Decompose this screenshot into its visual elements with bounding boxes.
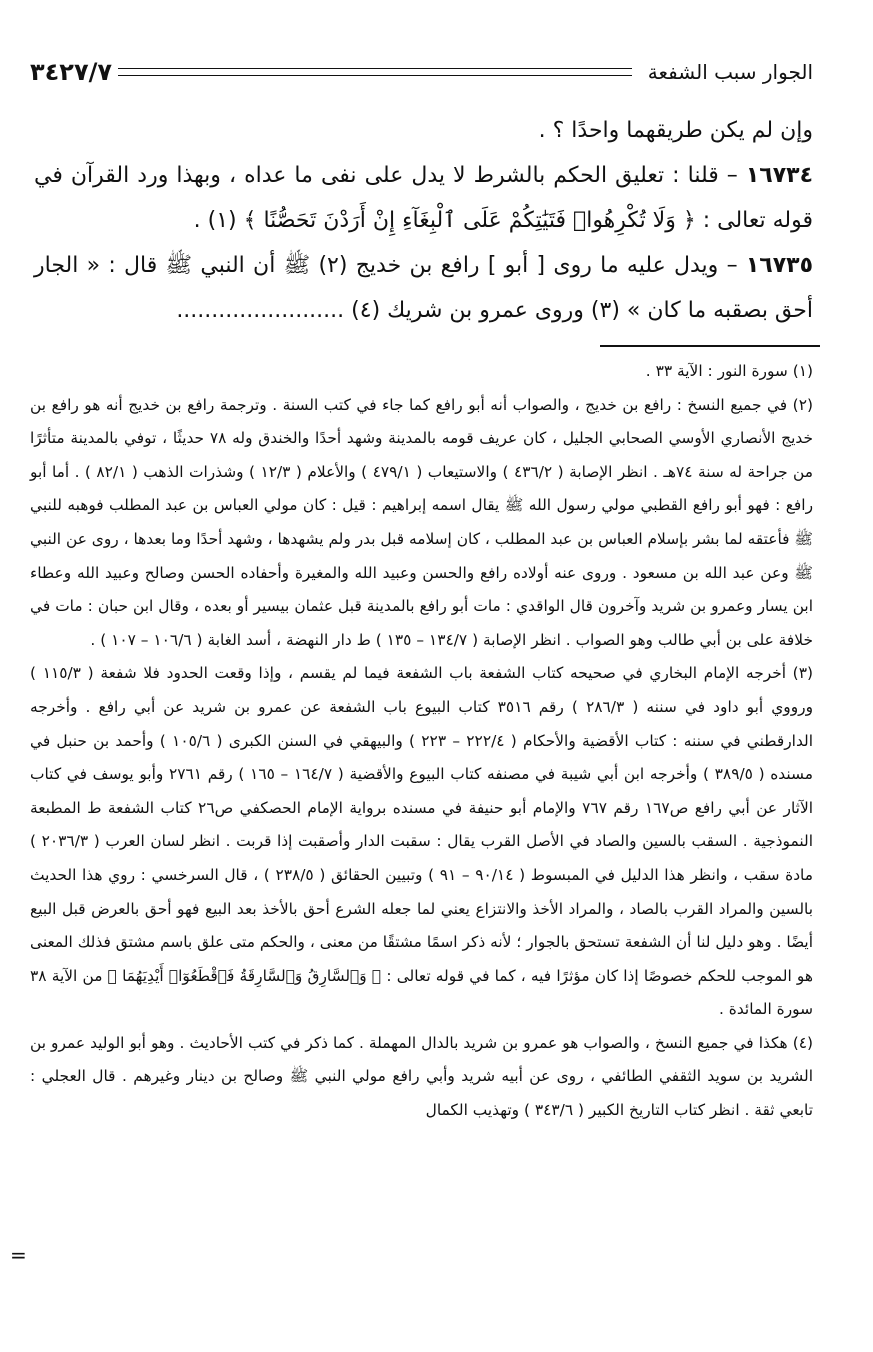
paragraph-16734	[34, 153, 813, 243]
footnote-3: (٣) أخرجه الإمام البخاري في صحيحه كتاب الشفعة باب الشفعة فيما لم يقسم ، وإذا وقعت الحدود فلا شفعة ( ١١٥/٣ ) ورووي أبو داود في سننه ( ٢٨٦/٣ ) رقم ٣٥١٦ كتاب البيوع باب الشفعة عن عمرو بن شريد عن أبي رافع . وأخرجه الدارقطني في سننه : كتاب الأقضية والأحكام ( ٢٢٢/٤ – ٢٢٣ ) والبيهقي في السنن الكبرى ( ١٠٥/٦ ) وأحمد بن حنبل في مسنده ( ٣٨٩/٥ ) وأخرجه ابن أبي شيبة في مصنفه كتاب البيوع والأقضية ( ١٦٤/٧ – ١٦٥ ) رقم ٢٧٦١ وأبو يوسف في كتاب الآثار عن أبي رافع ص١٦٧ رقم ٧٦٧ والإمام أبو حنيفة في مسنده برواية الإمام الحصكفي ص٢٦ كتاب الشفعة ط المطبعة النموذجية . السقب بالسين والصاد في الأصل القرب يقال : سقبت الدار وأصقبت إذا قربت . انظر لسان العرب ( ٢٠٣٦/٣ ) مادة سقب ، وانظر هذا الدليل في المبسوط ( ٩٠/١٤ – ٩١ ) وتبيين الحقائق ( ٢٣٨/٥ ) ، قال السرخسي : روي هذا الحديث بالسين والمراد القرب بالصاد ، والمراد الأخذ والانتزاع يعني لما جعله الشرع أحق بالأخذ بعد البيع فهو أحق بالعرض قبل البيع أيضًا . وهو دليل لنا أن الشفعة تستحق بالجوار ؛ لأنه ذكر اسمًا مشتقًا من معنى ، والحكم متى علق باسم مشتق فذلك المعنى هو الموجب للحكم خصوصًا إذا كان مؤثرًا فيه ، كما في قوله تعالى : ﴿ وَٱلسَّارِقُ وَٱلسَّارِقَةُ فَٱقْطَعُوٓا۟ أَيْدِيَهُمَا ﴾ من الآية ٣٨ سورة المائدة .	[30, 664, 813, 1019]
footnotes	[30, 355, 813, 1128]
paragraph-continuation: وإن لم يكن طريقهما واحدًا ؟ .	[538, 118, 813, 143]
running-title: الجوار سبب الشفعة	[647, 60, 813, 84]
footnote-2: (٢) في جميع النسخ : رافع بن خديج ، والصواب أنه أبو رافع كما جاء في كتب السنة . وترجمة رافع بن خديج أنه هو رافع بن خديج الأنصاري الأوسي الصحابي الجليل ، كان عريف قومه بالمدينة وشهد أحدًا والخندق وله ٧٨ حديثًا ، توفي بالمدينة متأثرًا من جراحة له سنة ٧٤هـ . انظر الإصابة ( ٤٣٦/٢ ) والاستيعاب ( ٤٧٩/١ ) والأعلام ( ١٢/٣ ) وشذرات الذهب ( ٨٢/١ ) . أما أبو رافع : فهو أبو رافع القطبي مولي رسول الله ﷺ يقال اسمه إبراهيم : قيل : كان مولي العباس بن عبد المطلب فوهبه للنبي ﷺ فأعتقه لما بشر بإسلام العباس بن عبد المطلب ، كان إسلامه قبل بدر ولم يشهدها ، وشهد أحدًا وما بعدها ، روى عن النبي ﷺ وعن عبد الله بن مسعود . وروى عنه أولاده رافع والحسن وعبيد الله والمغيرة وأحفاده الحسن وصالح وعبيد الله وعطاء ابن يسار وعمرو بن شريد وآخرون قال الواقدي : مات أبو رافع بالمدينة قبل عثمان بيسير أو بعده ، وقال ابن حبان : مات في خلافة على بن أبي طالب وهو الصواب . انظر الإصابة ( ١٣٤/٧ – ١٣٥ ) ط دار النهضة ، أسد الغابة ( ١٠٦/٦ – ١٠٧ ) .	[30, 395, 813, 649]
continuation-mark: =	[10, 1243, 27, 1267]
footnote-4: (٤) هكذا في جميع النسخ ، والصواب هو عمرو بن شريد بالدال المهملة . كما ذكر في كتب الأحاديث . وهو أبو الوليد عمرو بن الشريد بن سويد الثقفي الطائفي ، روى عن أبيه شريد وأبي رافع مولي النبي ﷺ وصالح بن دينار وغيرهم . قال العجلي : تابعي ثقة . انظر كتاب التاريخ الكبير ( ٣٤٣/٦ ) وتهذيب الكمال	[30, 1033, 813, 1120]
footnote-separator	[600, 345, 820, 347]
paragraph-16735	[34, 243, 813, 333]
paragraph-number: ١٦٧٣٥	[745, 253, 813, 278]
paragraph-text: – قلنا : تعليق الحكم بالشرط لا يدل على نفى ما عداه ، وبهذا ورد القرآن في قوله تعالى : ﴿ وَلَا تُكْرِهُوا۟ فَتَيَٰتِكُمْ عَلَى ٱلْبِغَآءِ إِنْ أَرَدْنَ تَحَصُّنًا ﴾ (١) .	[34, 163, 813, 233]
paragraph-number: ١٦٧٣٤	[745, 163, 813, 188]
footnote-1: (١) سورة النور : الآية ٣٣ .	[645, 362, 813, 380]
header-rule	[118, 68, 632, 76]
main-text	[34, 108, 813, 333]
page-number: ٣٤٢٧/٧	[30, 58, 113, 86]
running-header	[30, 52, 813, 92]
paragraph-text: – ويدل عليه ما روى [ أبو ] رافع بن خديج (٢) ﷺ أن النبي ﷺ قال : « الجار أحق بصقبه ما كان » (٣) وروى عمرو بن شريك (٤) ........................	[34, 253, 813, 323]
